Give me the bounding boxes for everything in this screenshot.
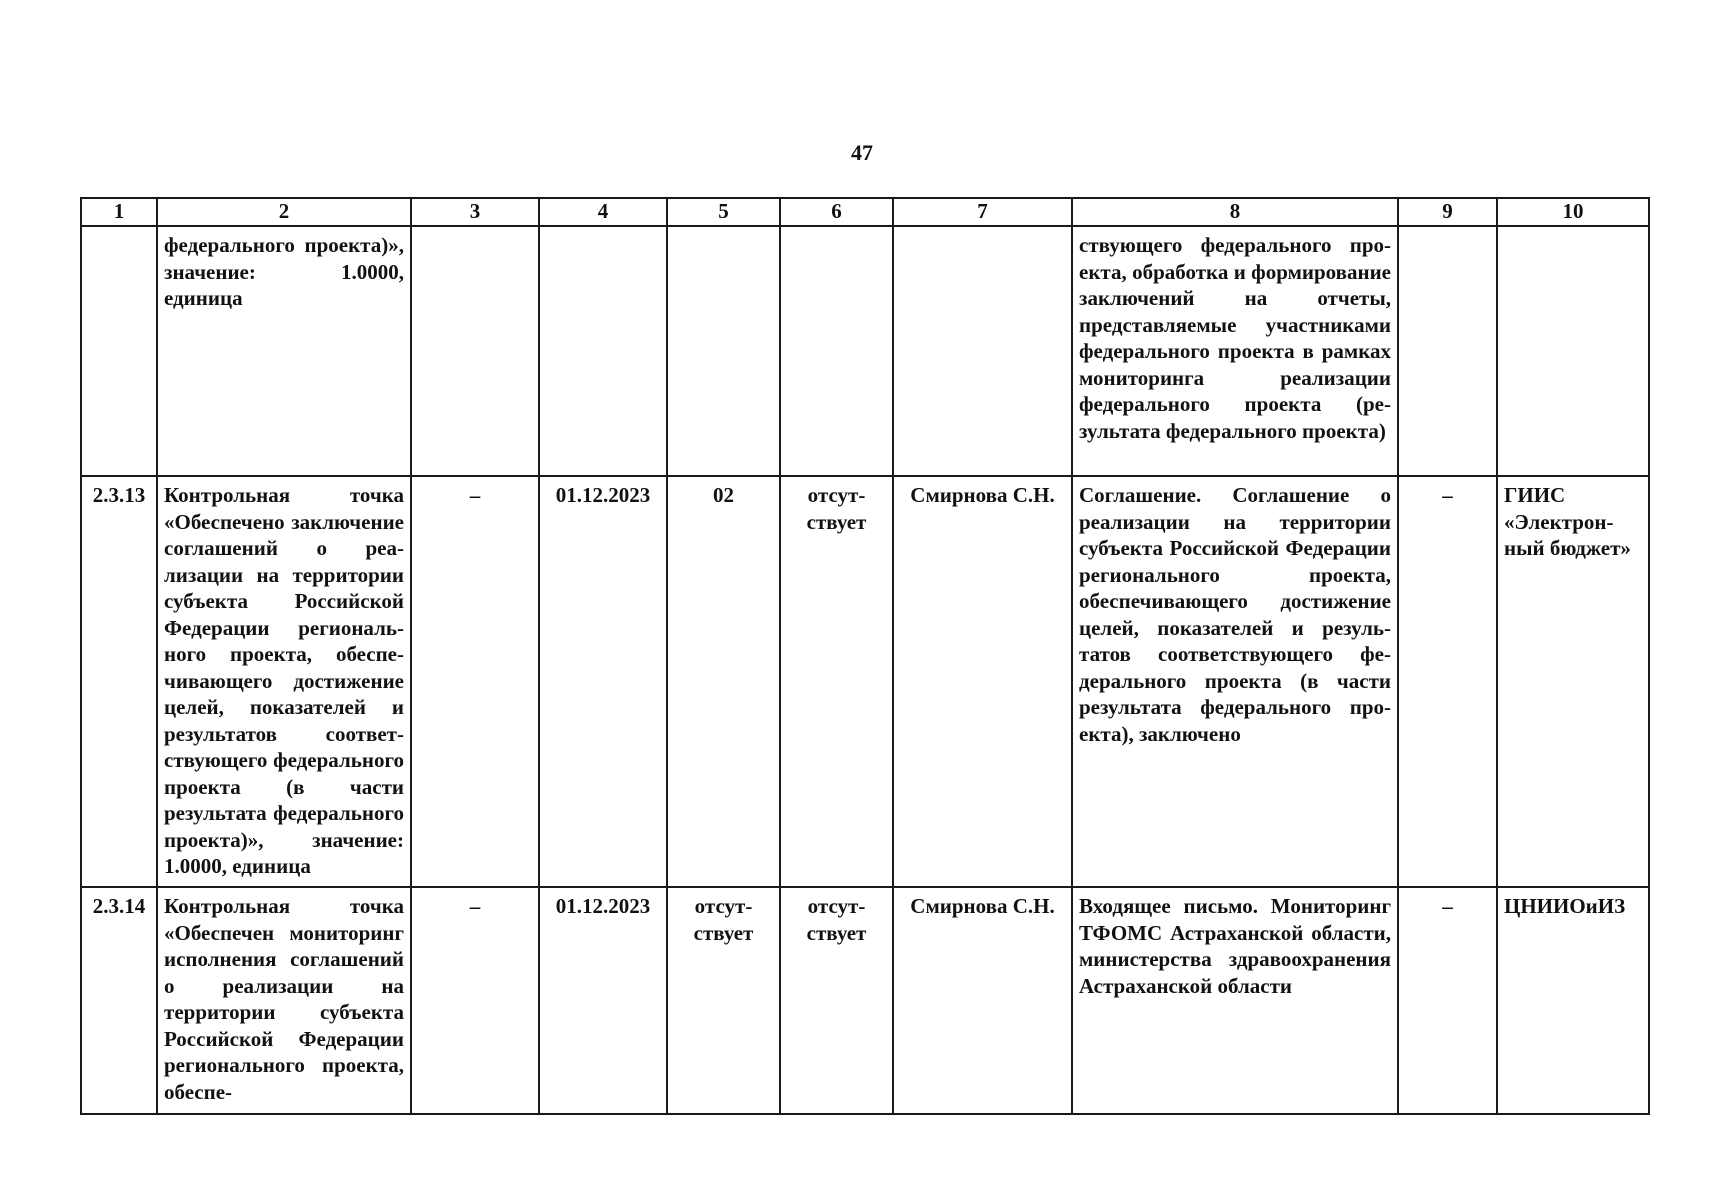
cell-col-3: – — [411, 887, 539, 1114]
cell-col-6 — [780, 226, 893, 476]
date-cell: 01.12.2023 — [539, 476, 667, 887]
cell-col-9: – — [1398, 887, 1497, 1114]
cell-col-9 — [1398, 226, 1497, 476]
column-header-9: 9 — [1398, 198, 1497, 226]
document-description-cell: Входящее письмо. Мониторинг ТФОМС Астраханской области, министерства здравоохранения Астраханской области — [1072, 887, 1398, 1114]
table-row-continuation — [81, 226, 1649, 476]
column-header-10: 10 — [1497, 198, 1649, 226]
table-row-2-3-13 — [81, 476, 1649, 887]
checkpoint-name-cell: Контрольная точка «Обеспечен мониторинг исполнения соглашений о реализации на территории субъекта Российской Федерации регионального проекта, обеспе- — [157, 887, 411, 1114]
cell-col-6: отсутствует — [780, 476, 893, 887]
responsible-cell: Смирнова С.Н. — [893, 887, 1072, 1114]
system-cell: ГИИС «Электронный бюджет» — [1497, 476, 1649, 887]
system-cell: ЦНИИОиИЗ — [1497, 887, 1649, 1114]
column-header-1: 1 — [81, 198, 157, 226]
cell-col-9: – — [1398, 476, 1497, 887]
document-description-cell: Соглашение. Соглашение о реализации на территории субъекта Российской Федерации регионального проекта, обеспечивающего достижение целей, показателей и результатов соответствующего федерального проекта (в части результата федерального проекта), заключено — [1072, 476, 1398, 887]
responsible-cell: Смирнова С.Н. — [893, 476, 1072, 887]
cell-col-5 — [667, 226, 780, 476]
row-number-cell: 2.3.13 — [81, 476, 157, 887]
checkpoint-name-cell: федерального проекта)», значение: 1.0000, единица — [157, 226, 411, 476]
plan-table — [80, 197, 1650, 1115]
page-number: 47 — [851, 140, 873, 165]
cell-col-5: отсутствует — [667, 887, 780, 1114]
cell-col-6: отсутствует — [780, 887, 893, 1114]
column-header-6: 6 — [780, 198, 893, 226]
responsible-cell — [893, 226, 1072, 476]
date-cell — [539, 226, 667, 476]
cell-col-5: 02 — [667, 476, 780, 887]
column-header-4: 4 — [539, 198, 667, 226]
column-header-3: 3 — [411, 198, 539, 226]
cell-col-3: – — [411, 476, 539, 887]
document-description-cell: ствующего федерального проекта, обработка и формирование заключений на отчеты, представляемые участниками федерального проекта в рамках мониторинга реализации федерального проекта (результата федерального проекта) — [1072, 226, 1398, 476]
column-header-8: 8 — [1072, 198, 1398, 226]
header-row — [81, 198, 1649, 226]
system-cell — [1497, 226, 1649, 476]
row-number-cell — [81, 226, 157, 476]
column-header-7: 7 — [893, 198, 1072, 226]
date-cell: 01.12.2023 — [539, 887, 667, 1114]
column-header-2: 2 — [157, 198, 411, 226]
row-number-cell: 2.3.14 — [81, 887, 157, 1114]
checkpoint-name-cell: Контрольная точка «Обеспечено заключение соглашений о реализации на территории субъекта Российской Федерации регионального проекта, обеспечивающего достижение целей, показателей и результатов соответствующего федерального проекта (в части результата федерального проекта)», значение: 1.0000, единица — [157, 476, 411, 887]
table-row-2-3-14 — [81, 887, 1649, 1114]
column-header-5: 5 — [667, 198, 780, 226]
cell-col-3 — [411, 226, 539, 476]
